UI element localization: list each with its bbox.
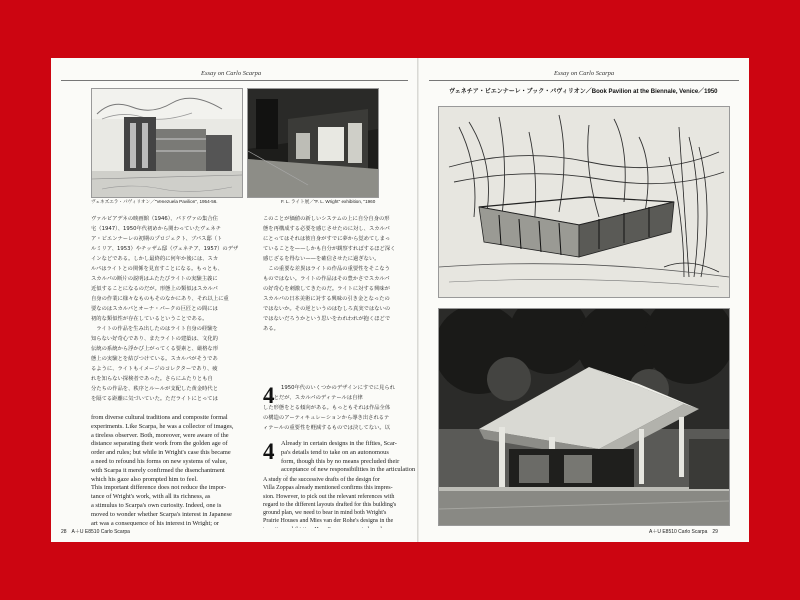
jp-column-2: このことが価値の新しいシステムの上に自分自身の形 態を再構成する必要を感じさせたのに対し、スカルパ にとってはそれは彼自身がすでに夢から覚めてしまっ ていることを——しかも自分が観察すればするほど深く 感じざるを得ない——を確信させたに過ぎない。 この重要な差異はライトの作品の重要性をそこなう ものではない。ライトの作品はその豊かさでスカルパ の好奇心を刺激してきたのだ。ライトに対する興味が スカルパの日本美術に対する興味の引き金となったの ではないか。その逆というのはむしろ真実ではないの ではないだろうかという思いをわれわれが抱くほどで ある。 — [263, 216, 396, 332]
running-head-right: Essay on Carlo Scarpa — [554, 70, 615, 77]
en-section-body: A study of the successive drafts of the design for Villa Zoppas already mentioned confirms this impres- sion. However, to pick out the relevant references with regard to the different layouts drafted for this building's ground plan, we need to bear in mind both Wright's Prairie Houses and Mies van der Rohe's designs in the — [263, 477, 397, 525]
folio-left: 28 A＋U E8510 Carlo Scarpa — [61, 529, 130, 535]
wright-exhibition-photo — [247, 88, 379, 198]
venezuela-pavilion-photo — [91, 88, 243, 198]
header-rule-left — [61, 80, 408, 81]
en-section-lead: Already in certain designs in the fifties, Scar- pa's details tend to take on an autonomous form, though this by no means precluded their acceptance of new responsibilities in the articulation — [281, 440, 416, 474]
section-number-en: 4 — [263, 439, 275, 464]
running-head-left: Essay on Carlo Scarpa — [201, 70, 262, 77]
jp-column-1: ヴァルピアデネの映画館（1946）、パドヴァの集合住 宅（1947）、1950年代初めから関わっていたヴェネチ ア・ビエンナーレの初期のプロジェクト、ブパス邸（ト ルミリア、1953）やチッザム邸（ヴェネチア、1957）のデザ インなどである。しかし最終的に何年か後には、スカ ルパはライトとの関係を見直すことになる。もっとも、 スカルパの断片の説明はふたたびライトの実験主義に 近似することになるのだが。形態上の類似はスカルパ 自身の作業に様々なものもそのなかにあり、それ以上に重 要なのはスカルパとオーナ・パークの巨匠との間には 初的な類似性が存在しているということである。 ライトの作品を生み出したのはライト自身の経験を 知らない好奇心であり、またライトの建築は、文化的 伝統の系統から浮かび上がってくる要素と、厳格な形 態上の実験とを結びつけている。スカルパがそうであ るように、ライトもイメージのコレクターであり、疲 れを知らない探検者であった。さらにふたりとも自 分たちの作品を、秩序とルールが支配した黄金時代と を隔てる距離に気づいていた。ただライトにとっては — [91, 216, 239, 402]
folio-right: A＋U E8510 Carlo Scarpa 29 — [649, 529, 718, 535]
section-number-jp: 4 — [263, 383, 275, 408]
pavilion-photograph — [438, 308, 730, 526]
pavilion-sketch-photo — [438, 106, 730, 298]
caption-venezuela-pavilion: ヴェネズエラ・パヴィリオン／"Venezuela Pavilion", 1954-56. — [91, 199, 218, 204]
header-rule-right — [429, 80, 739, 81]
pavilion-title: ヴェネチア・ビエンナーレ・ブック・パヴィリオン／Book Pavilion at the Biennale, Venice／1950 — [449, 89, 718, 95]
right-page — [419, 58, 749, 542]
left-page — [51, 58, 418, 542]
en-column-1: from diverse cultural traditions and composite formal experiments. Like Scarpa, he was a collector of images, a tireless observer. Both, moreover, were aware of the distance separating their work from the golden age of order and rules; but while in Wright's case this became a need to refound his forms on new systems of value, with Scarpa it merely confirmed the disenchantment which his gaze also prompted him to feel. This important difference does not reduce the impor- tance of Wright's work, with all its richness, as a stimulus to Scarpa's own curiosity. Indeed, one is moved to wonder whether Scarpa's interest in Japanese art was a consequence of his interest in Wright; or — [91, 414, 234, 526]
caption-wright-exhibition: F. L. ライト展／"F. L. Wright" exhibition, "1960 — [281, 199, 376, 204]
jp-section-text: 1950年代のいくつかのデザインにすでに見られ ることだが、スカルパのディテールは自律 した形態をとる傾向がある。もっともそれは作品全体 の構造のアーティキュレーションから導き出されるテ ィテールの重要性を軽減するものでは決してない。以 — [263, 385, 395, 431]
